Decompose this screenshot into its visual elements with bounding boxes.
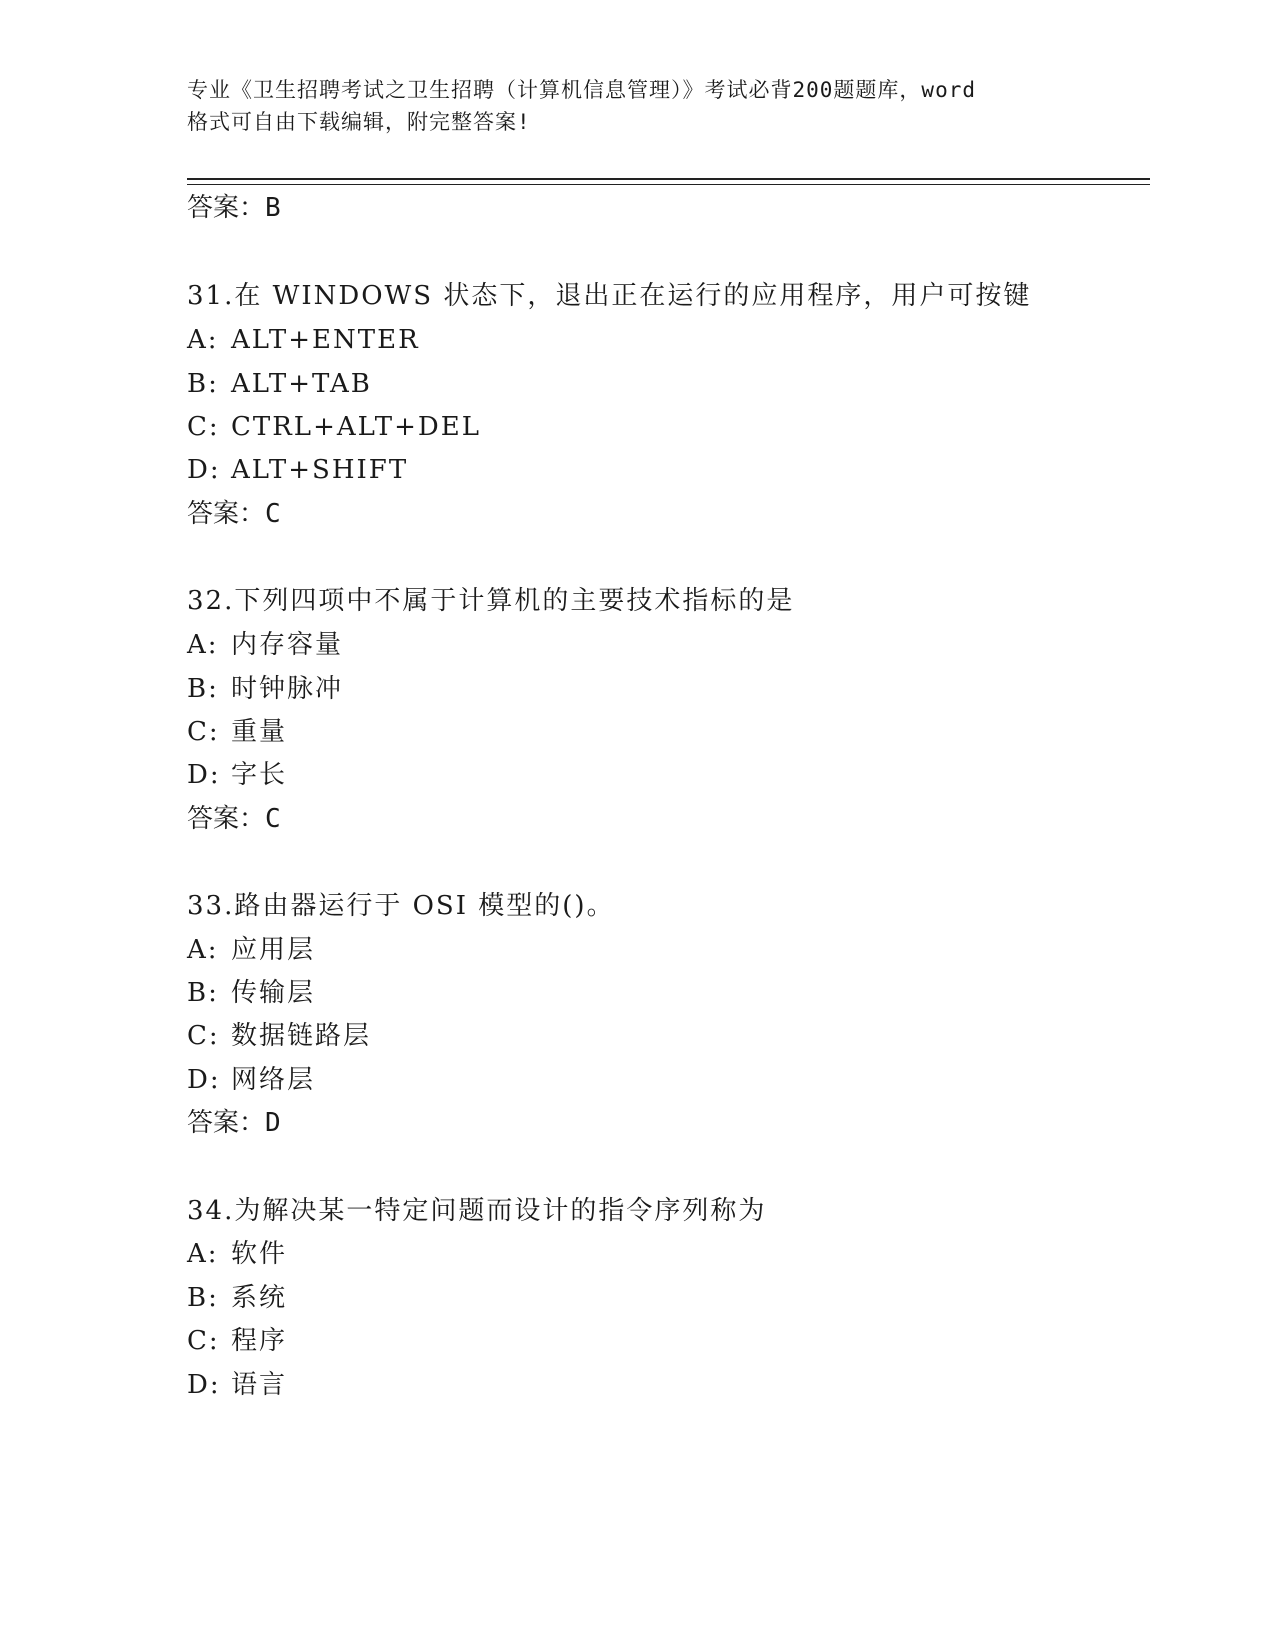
option-text: 应用层 [231, 935, 316, 965]
question-text: 31.在 WINDOWS 状态下，退出正在运行的应用程序，用户可按键 [187, 281, 1032, 311]
option-label: D: [187, 455, 221, 485]
option-line [187, 368, 372, 400]
option-text: 程序 [231, 1326, 288, 1356]
option-line [187, 1369, 287, 1401]
question-text: 32.下列四项中不属于计算机的主要技术指标的是 [187, 586, 795, 616]
option-label: D: [187, 1065, 221, 1095]
option-label: C: [187, 1021, 220, 1051]
question-text: 34.为解决某一特定问题而设计的指令序列称为 [187, 1196, 767, 1226]
option-label: D: [187, 1370, 221, 1400]
option-label: B: [187, 1283, 219, 1313]
option-label: B: [187, 978, 219, 1008]
option-line [187, 673, 343, 705]
option-text: 重量 [231, 717, 288, 747]
answer-line: 答案：C [187, 499, 281, 529]
option-label: A: [187, 325, 219, 355]
option-line [187, 629, 343, 661]
option-label: A: [187, 630, 219, 660]
option-text: 字长 [231, 760, 288, 790]
option-line [187, 934, 315, 966]
option-text: 内存容量 [231, 630, 344, 660]
option-label: D: [187, 760, 221, 790]
answer-line: 答案：C [187, 804, 281, 834]
header-divider-top [187, 178, 1150, 180]
header-line-2: 格式可自由下载编辑，附完整答案! [187, 110, 531, 134]
option-text: 语言 [231, 1370, 288, 1400]
option-text: 系统 [231, 1283, 288, 1313]
option-line [187, 1282, 287, 1314]
option-line [187, 1064, 315, 1096]
answer-line: 答案：B [187, 193, 281, 223]
option-line [187, 1325, 287, 1357]
option-label: B: [187, 369, 219, 399]
header-divider-bottom [187, 184, 1150, 185]
option-line [187, 1020, 371, 1052]
answer-line: 答案：D [187, 1108, 281, 1138]
question-text: 33.路由器运行于 OSI 模型的()。 [187, 891, 615, 921]
option-line [187, 411, 481, 443]
option-label: A: [187, 935, 219, 965]
option-line [187, 324, 420, 356]
option-label: A: [187, 1239, 219, 1269]
option-line [187, 759, 287, 791]
option-line [187, 1238, 287, 1270]
option-label: C: [187, 1326, 220, 1356]
option-text: 时钟脉冲 [231, 674, 344, 704]
option-text: 传输层 [231, 978, 316, 1008]
option-text: CTRL+ALT+DEL [231, 412, 482, 442]
option-text: ALT+SHIFT [231, 455, 409, 485]
option-line [187, 454, 408, 486]
option-line [187, 716, 287, 748]
option-label: C: [187, 717, 220, 747]
option-text: ALT+ENTER [231, 325, 420, 355]
option-line [187, 977, 315, 1009]
option-text: ALT+TAB [231, 369, 372, 399]
option-text: 网络层 [231, 1065, 316, 1095]
option-label: C: [187, 412, 220, 442]
option-label: B: [187, 674, 219, 704]
header-line-1: 专业《卫生招聘考试之卫生招聘（计算机信息管理）》考试必背200题题库，word [187, 78, 976, 102]
option-text: 软件 [231, 1239, 288, 1269]
document-header [187, 74, 1107, 138]
option-text: 数据链路层 [231, 1021, 372, 1051]
